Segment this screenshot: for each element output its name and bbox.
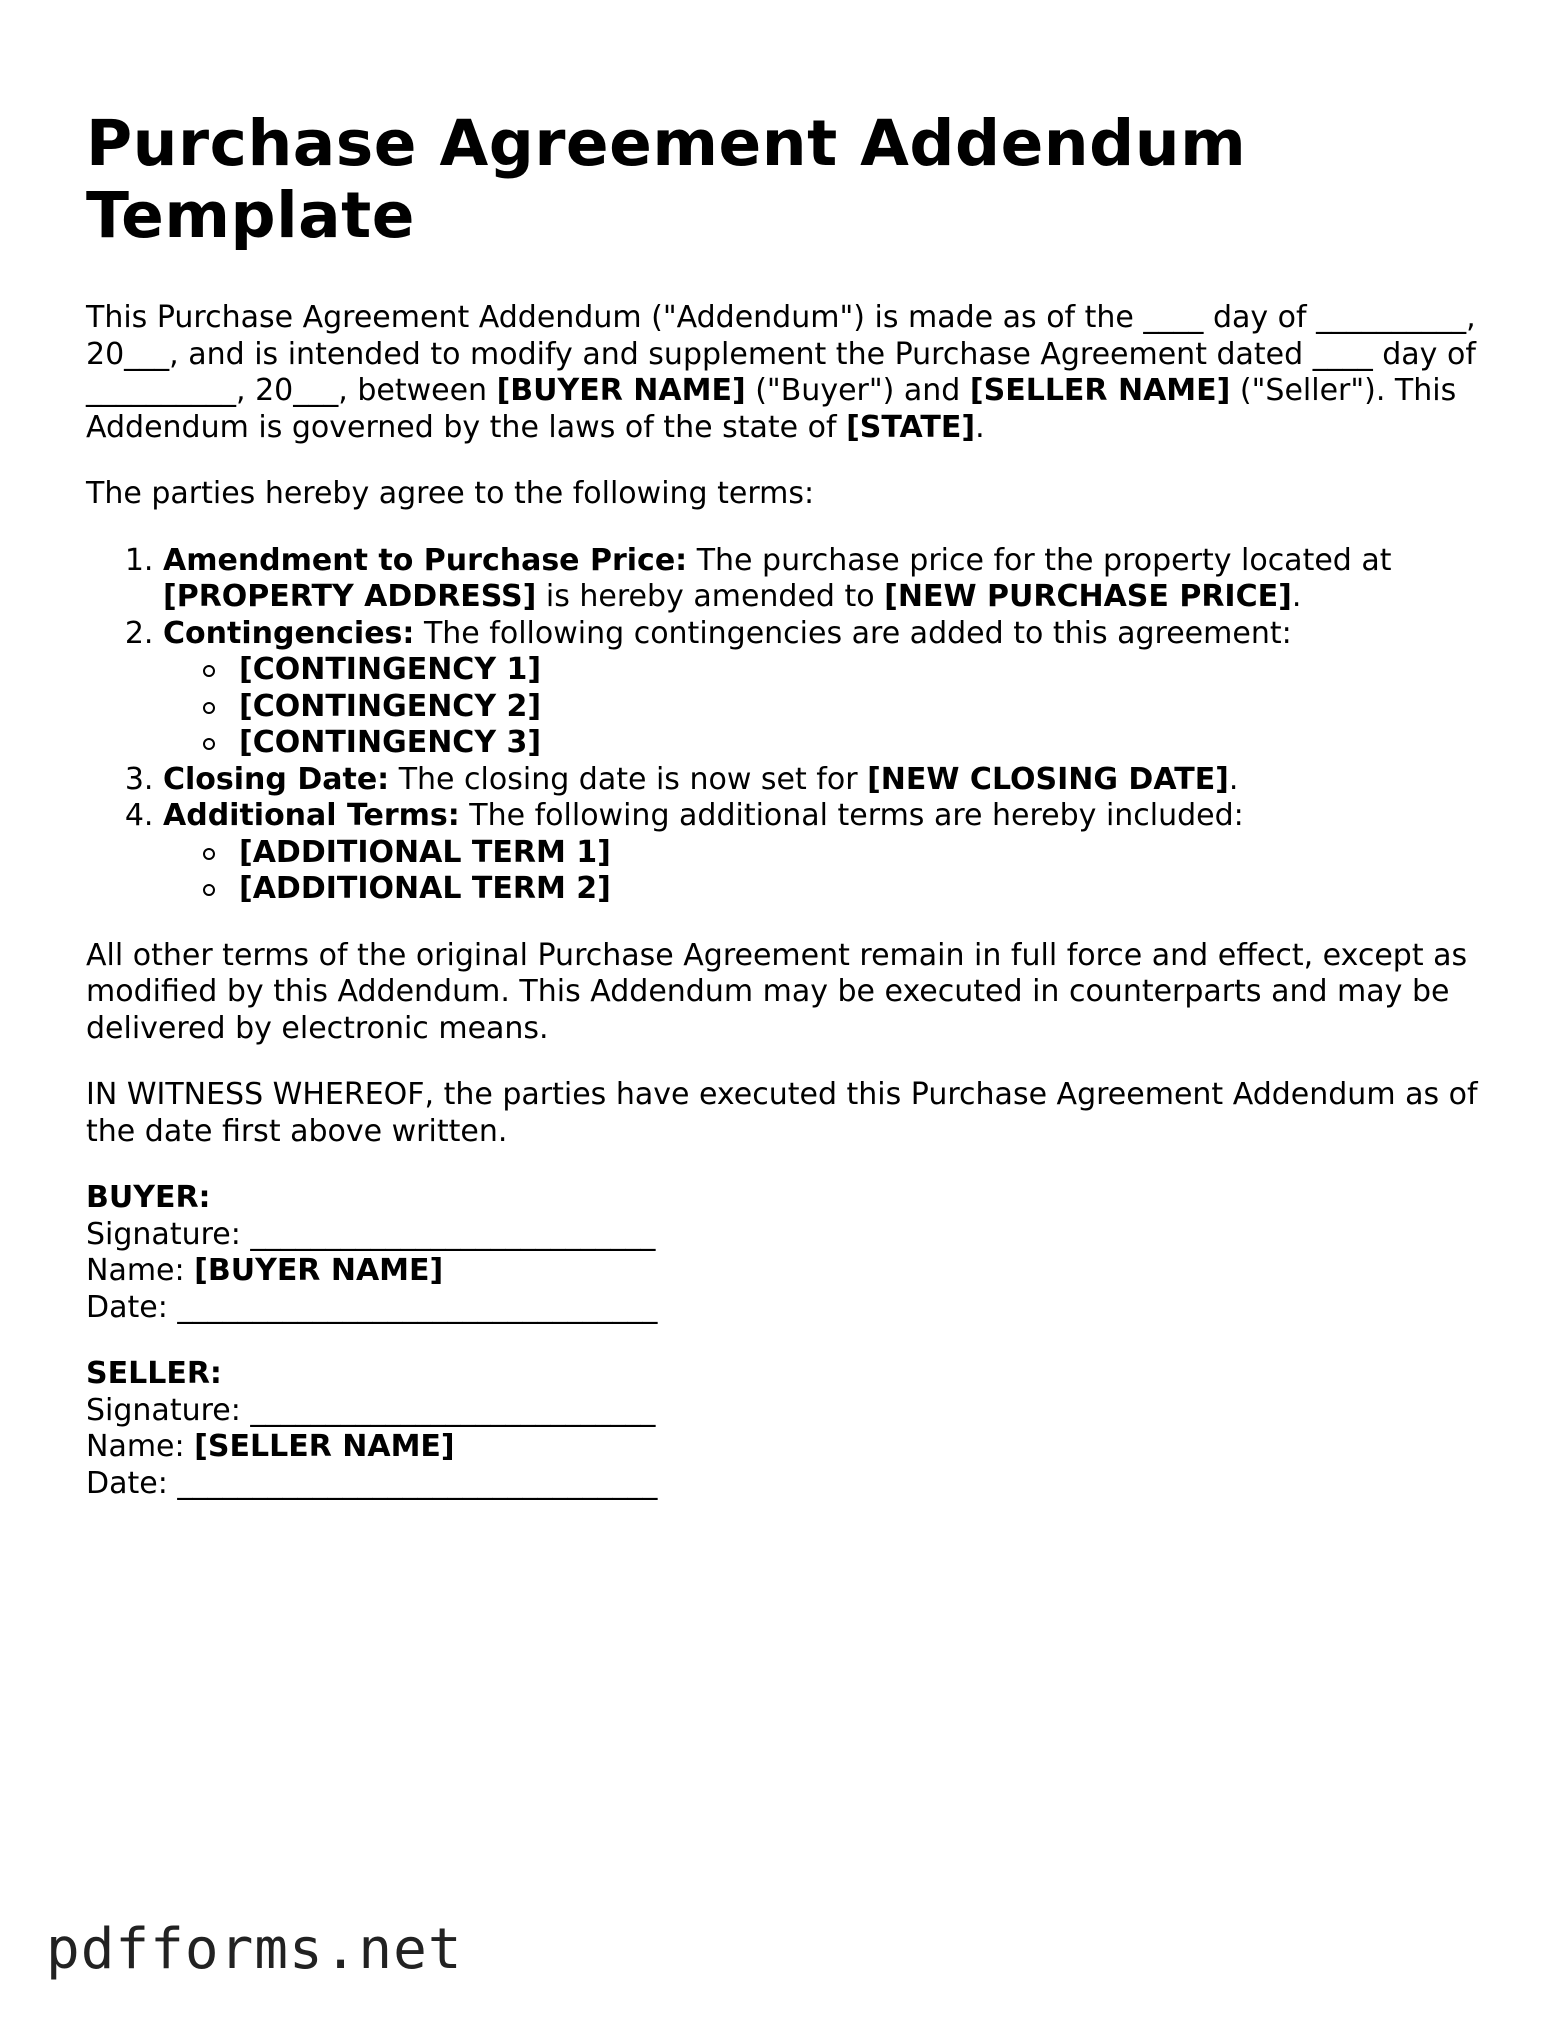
additional-term-text: [ADDITIONAL TERM 2] [239, 871, 611, 906]
circle-bullet-icon [203, 665, 215, 677]
seller-name-placeholder: [SELLER NAME] [969, 373, 1231, 408]
term-text: . [1228, 761, 1239, 797]
term-heading: Closing Date: [163, 761, 390, 797]
seller-heading: SELLER: [86, 1356, 222, 1391]
term-contingencies [163, 616, 1486, 762]
footer-watermark: pdfforms.net [46, 1917, 463, 1982]
list-item [203, 725, 1486, 762]
new-purchase-price-placeholder: [NEW PURCHASE PRICE] [884, 579, 1292, 614]
document-body [86, 108, 1486, 1532]
name-label: Name: [86, 1253, 195, 1288]
buyer-name-line [86, 1253, 1486, 1290]
circle-bullet-icon [203, 702, 215, 714]
state-placeholder: [STATE] [846, 409, 976, 445]
intro-paragraph [86, 300, 1486, 446]
additional-term-text: [ADDITIONAL TERM 1] [239, 834, 611, 870]
term-text: . [1291, 579, 1302, 614]
term-text: The purchase price for the property located at [687, 542, 1392, 578]
seller-name-value: [SELLER NAME] [194, 1429, 455, 1464]
seller-signature-line: Signature: ___________________________ [86, 1392, 656, 1428]
term-text: The following additional terms are hereby included: [459, 798, 1244, 833]
contingency-text: [CONTINGENCY 3] [239, 725, 542, 760]
seller-signature-block [86, 1356, 1486, 1502]
page-title: Purchase Agreement Addendum Template [86, 107, 1247, 252]
term-text: The following contingencies are added to this agreement: [414, 615, 1292, 651]
name-label: Name: [86, 1429, 195, 1464]
buyer-date-line: Date: ________________________________ [86, 1289, 658, 1325]
term-text: The closing date is now set for [389, 761, 868, 797]
buyer-signature-line: Signature: ___________________________ [86, 1216, 656, 1252]
list-item [203, 835, 1486, 872]
agree-line: The parties hereby agree to the following terms: [86, 476, 815, 511]
circle-bullet-icon [203, 884, 215, 896]
additional-terms-list [163, 835, 1486, 908]
witness-paragraph: IN WITNESS WHEREOF, the parties have executed this Purchase Agreement Addendum as of the date first above written. [86, 1077, 1478, 1149]
buyer-name-placeholder: [BUYER NAME] [496, 373, 746, 408]
term-heading: Amendment to Purchase Price: [163, 542, 688, 578]
intro-text-3: ("Seller"). This Addendum is governed by the laws of the state of [86, 373, 1457, 445]
circle-bullet-icon [203, 738, 215, 750]
buyer-name-value: [BUYER NAME] [194, 1253, 444, 1288]
other-terms-paragraph: All other terms of the original Purchase Agreement remain in full force and effect, except as modified by this Addendum. This Addendum may be executed in counterparts and may be delivered by electronic means. [86, 937, 1468, 1046]
property-address-placeholder: [PROPERTY ADDRESS] [163, 579, 537, 614]
seller-date-line: Date: ________________________________ [86, 1465, 658, 1501]
term-purchase-price [163, 543, 1486, 616]
buyer-heading: BUYER: [86, 1180, 211, 1215]
term-heading: Additional Terms: [163, 798, 460, 833]
term-additional-terms [163, 798, 1486, 908]
list-item [203, 689, 1486, 726]
term-closing-date [163, 762, 1486, 799]
list-item [203, 871, 1486, 908]
terms-list [86, 543, 1486, 908]
contingency-list [163, 652, 1486, 762]
intro-text-1: This Purchase Agreement Addendum ("Addendum") is made as of the ____ day of __________, 20___, and is intended to modify and supplement the Purchase Agreement dated ____ day of __________, 20___, between [86, 300, 1476, 408]
intro-text-2: ("Buyer") and [745, 373, 970, 408]
term-text: is hereby amended to [536, 579, 885, 614]
term-heading: Contingencies: [163, 615, 415, 651]
contingency-text: [CONTINGENCY 2] [239, 688, 542, 724]
circle-bullet-icon [203, 848, 215, 860]
contingency-text: [CONTINGENCY 1] [239, 652, 542, 687]
buyer-signature-block [86, 1180, 1486, 1326]
new-closing-date-placeholder: [NEW CLOSING DATE] [867, 761, 1229, 797]
seller-name-line [86, 1429, 1486, 1466]
list-item [203, 652, 1486, 689]
intro-text-4: . [975, 409, 985, 445]
